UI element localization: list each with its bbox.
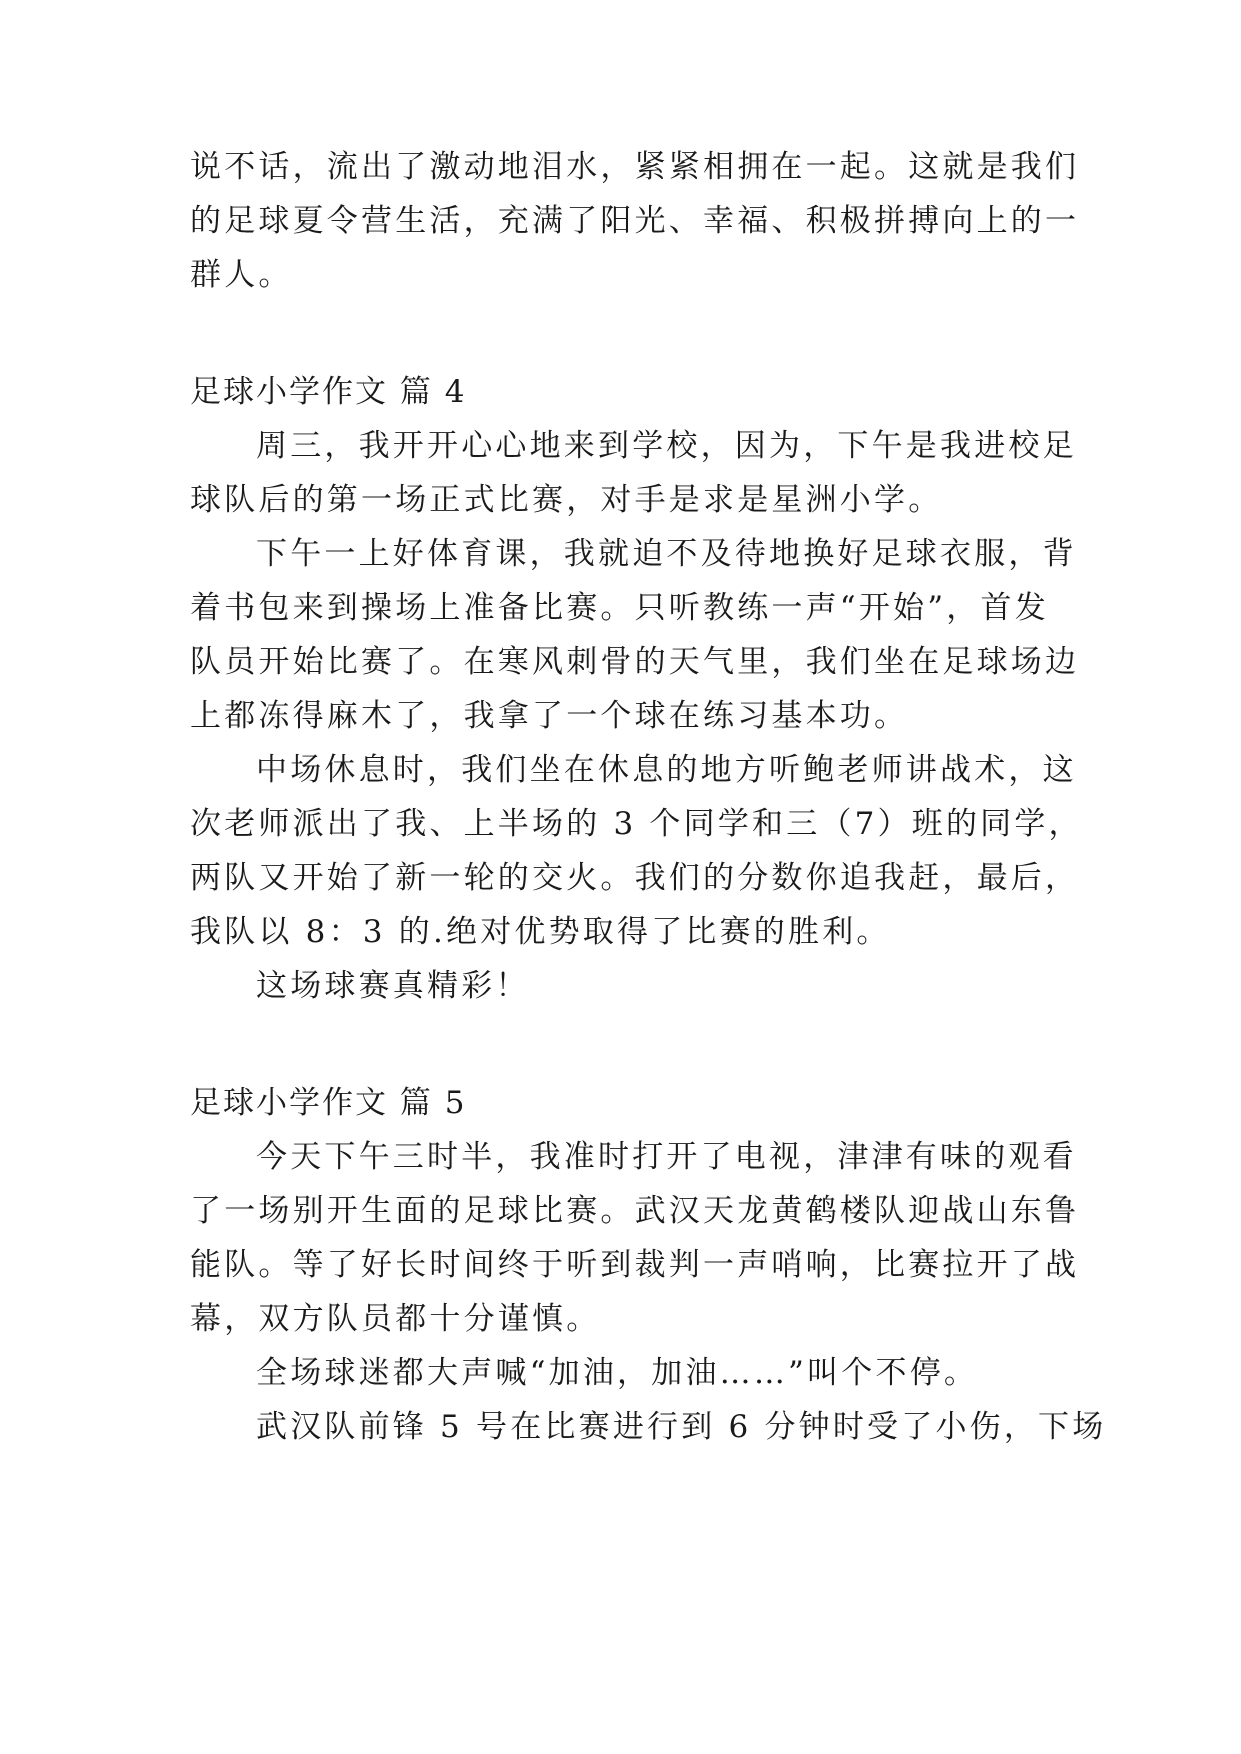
paragraph-line: 次老师派出了我、上半场的 3 个同学和三（7）班的同学，: [190, 806, 1083, 842]
paragraph-line: 全场球迷都大声喊“加油，加油……”叫个不停。: [256, 1355, 979, 1391]
paragraph-line: 说不话，流出了激动地泪水，紧紧相拥在一起。这就是我们: [190, 149, 1080, 185]
paragraph-line: 了一场别开生面的足球比赛。武汉天龙黄鹤楼队迎战山东鲁: [190, 1193, 1080, 1229]
paragraph-line: 群人。: [190, 257, 293, 293]
paragraph-line: 今天下午三时半，我准时打开了电视，津津有味的观看: [256, 1139, 1077, 1175]
paragraph-line: 上都冻得麻木了，我拿了一个球在练习基本功。: [190, 698, 909, 734]
paragraph-line: 周三，我开开心心地来到学校，因为，下午是我进校足: [256, 428, 1077, 464]
paragraph-line: 两队又开始了新一轮的交火。我们的分数你追我赶，最后，: [190, 860, 1080, 896]
paragraph-line: 幕，双方队员都十分谨慎。: [190, 1301, 601, 1337]
paragraph-line: 中场休息时，我们坐在休息的地方听鲍老师讲战术，这: [256, 752, 1077, 788]
paragraph-line: 下午一上好体育课，我就迫不及待地换好足球衣服，背: [256, 536, 1077, 572]
paragraph-line: 能队。等了好长时间终于听到裁判一声哨响，比赛拉开了战: [190, 1247, 1080, 1283]
paragraph-line: 着书包来到操场上准备比赛。只听教练一声“开始”，首发: [190, 590, 1049, 626]
paragraph-line: 队员开始比赛了。在寒风刺骨的天气里，我们坐在足球场边: [190, 644, 1080, 680]
paragraph-line: 的足球夏令营生活，充满了阳光、幸福、积极拼搏向上的一: [190, 203, 1080, 239]
paragraph-line: 球队后的第一场正式比赛，对手是求是星洲小学。: [190, 482, 943, 518]
paragraph-line: 这场球赛真精彩！: [256, 968, 530, 1004]
paragraph-line: 我队以 8：3 的.绝对优势取得了比赛的胜利。: [190, 914, 891, 950]
paragraph-line: 武汉队前锋 5 号在比赛进行到 6 分钟时受了小伤，下场: [256, 1409, 1107, 1445]
section-heading: 足球小学作文 篇 5: [190, 1085, 467, 1121]
section-heading: 足球小学作文 篇 4: [190, 374, 467, 410]
